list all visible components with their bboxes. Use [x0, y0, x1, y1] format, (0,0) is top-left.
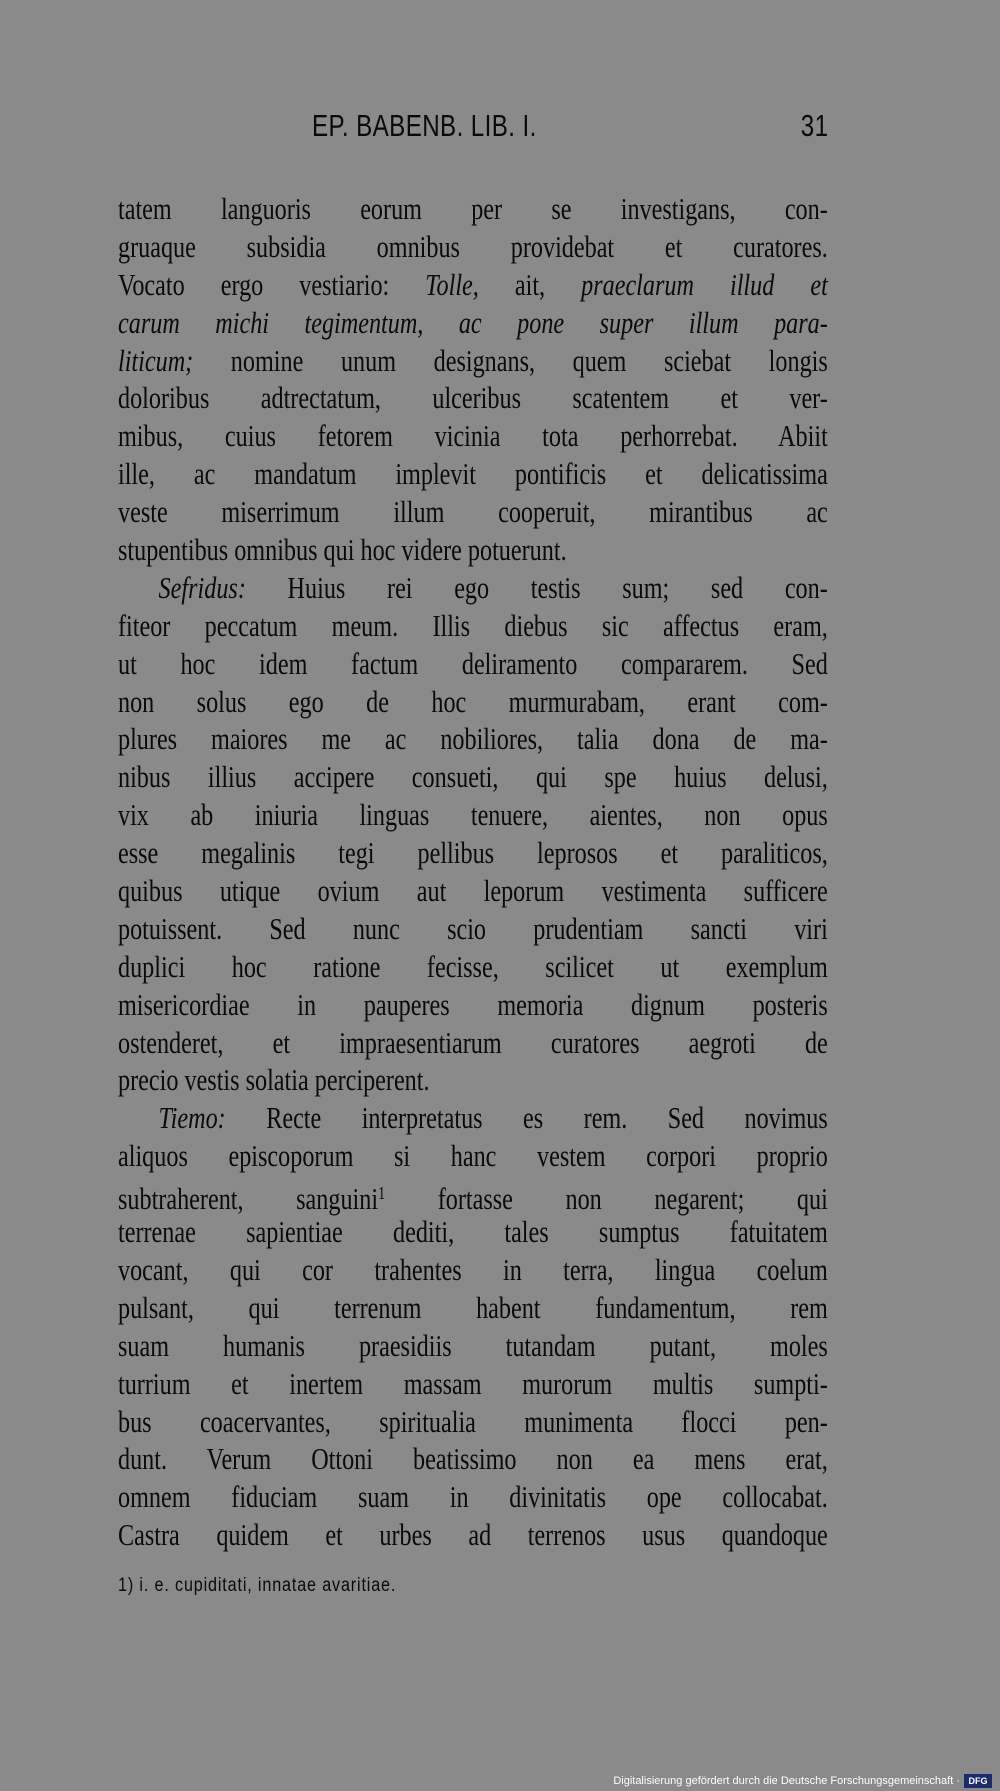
text-line [118, 796, 828, 834]
running-title: EP. BABENB. LIB. I. [312, 108, 537, 143]
text-segment: doloribus adtrectatum, ulceribus scatentem et ver- [118, 380, 828, 416]
text-segment: vocant, qui cor trahentes in terra, lingua coelum [118, 1251, 828, 1287]
italic-text: Tiemo: [158, 1100, 226, 1136]
text-line [118, 1365, 828, 1403]
text-segment: Castra quidem et urbes ad terrenos usus quandoque [118, 1517, 828, 1553]
text-line [118, 758, 828, 796]
text-line [118, 1061, 828, 1099]
text-line [118, 304, 828, 342]
text-line [118, 872, 828, 910]
text-line [118, 228, 828, 266]
text-segment: suam humanis praesidiis tutandam putant, moles [118, 1327, 828, 1363]
running-header [118, 108, 828, 152]
italic-text: Tolle, [425, 266, 479, 302]
page-number: 31 [800, 108, 828, 143]
text-line [118, 986, 828, 1024]
text-line [118, 455, 828, 493]
text-segment: misericordiae in pauperes memoria dignum posteris [118, 986, 828, 1022]
text-segment: mibus, cuius fetorem vicinia tota perhorrebat. Abiit [118, 418, 828, 454]
text-line [118, 1213, 828, 1251]
text-segment: aliquos episcoporum si hanc vestem corpori proprio [118, 1138, 828, 1174]
text-segment: gruaque subsidia omnibus providebat et curatores. [118, 228, 828, 264]
text-line [118, 569, 828, 607]
footnote-marker: 1 [378, 1183, 386, 1204]
text-line [118, 1403, 828, 1441]
text-line [118, 1478, 828, 1516]
text-segment: ostenderet, et impraesentiarum curatores aegroti de [118, 1024, 828, 1060]
text-line [118, 1099, 828, 1137]
text-segment: terrenae sapientiae dediti, tales sumptus fatuitatem [118, 1214, 828, 1250]
text-segment: vix ab iniuria linguas tenuere, aientes, non opus [118, 797, 828, 833]
text-line [118, 1289, 828, 1327]
text-segment: stupentibus omnibus qui hoc videre potuerunt. [118, 532, 567, 568]
italic-text: carum michi tegimentum, ac pone super illum para- [118, 304, 828, 340]
text-segment: turrium et inertem massam murorum multis sumpti- [118, 1365, 828, 1401]
text-segment: ut hoc idem factum deliramento compararem. Sed [118, 645, 828, 681]
italic-text: liticum; [118, 342, 194, 378]
text-line [118, 834, 828, 872]
text-segment: fiteor peccatum meum. Illis diebus sic affectus eram, [118, 607, 828, 643]
text-segment: ait, [478, 266, 582, 302]
text-line [118, 948, 828, 986]
text-segment: ille, ac mandatum implevit pontificis et delicatissima [118, 456, 828, 492]
main-text [118, 190, 828, 1554]
text-segment: subtraherent, sanguini [118, 1181, 379, 1217]
text-segment: duplici hoc ratione fecisse, scilicet ut exemplum [118, 948, 828, 984]
text-line [118, 1327, 828, 1365]
text-segment: Vocato ergo vestiario: [118, 266, 426, 302]
text-line [118, 910, 828, 948]
text-line [118, 342, 828, 380]
text-segment: pulsant, qui terrenum habent fundamentum, rem [118, 1289, 828, 1325]
text-line [118, 1024, 828, 1062]
text-segment: non solus ego de hoc murmurabam, erant com- [118, 683, 828, 719]
text-segment: precio vestis solatia perciperent. [118, 1062, 430, 1098]
text-segment: quibus utique ovium aut leporum vestimenta sufficere [118, 873, 828, 909]
dfg-logo: DFG [964, 1774, 992, 1788]
text-line [118, 190, 828, 228]
text-line [118, 607, 828, 645]
text-line [118, 1175, 828, 1217]
text-segment: plures maiores me ac nobiliores, talia dona de ma- [118, 721, 828, 757]
text-segment: omnem fiduciam suam in divinitatis ope collocabat. [118, 1479, 828, 1515]
text-segment: veste miserrimum illum cooperuit, mirantibus ac [118, 494, 828, 530]
text-line [118, 417, 828, 455]
text-line [118, 645, 828, 683]
text-segment: tatem languoris eorum per se investigans, con- [118, 191, 828, 226]
text-line [118, 1137, 828, 1175]
text-segment: potuissent. Sed nunc scio prudentiam sancti viri [118, 910, 828, 946]
italic-text: praeclarum illud et [581, 266, 828, 302]
text-segment: nibus illius accipere consueti, qui spe huius delusi, [118, 759, 828, 795]
text-segment: esse megalinis tegi pellibus leprosos et paraliticos, [118, 835, 828, 871]
text-segment: nomine unum designans, quem sciebat longis [193, 342, 828, 378]
text-segment: bus coacervantes, spiritualia munimenta flocci pen- [118, 1403, 828, 1439]
text-line [118, 1440, 828, 1478]
text-segment: Huius rei ego testis sum; sed con- [245, 569, 828, 605]
text-line [118, 493, 828, 531]
text-line [118, 1251, 828, 1289]
text-line [118, 683, 828, 721]
text-line [118, 379, 828, 417]
italic-text: Sefridus: [158, 569, 246, 605]
text-line [118, 1516, 828, 1554]
text-line [118, 720, 828, 758]
text-line [118, 266, 828, 304]
text-segment: Recte interpretatus es rem. Sed novimus [225, 1100, 828, 1136]
text-segment: dunt. Verum Ottoni beatissimo non ea mens erat, [118, 1441, 828, 1477]
text-line [118, 531, 828, 569]
digitization-credit: Digitalisierung gefördert durch die Deutsche Forschungsgemeinschaft · [613, 1775, 960, 1787]
text-segment: fortasse non negarent; qui [385, 1181, 828, 1217]
footnote: 1) i. e. cupiditati, innatae avaritiae. [118, 1575, 397, 1596]
